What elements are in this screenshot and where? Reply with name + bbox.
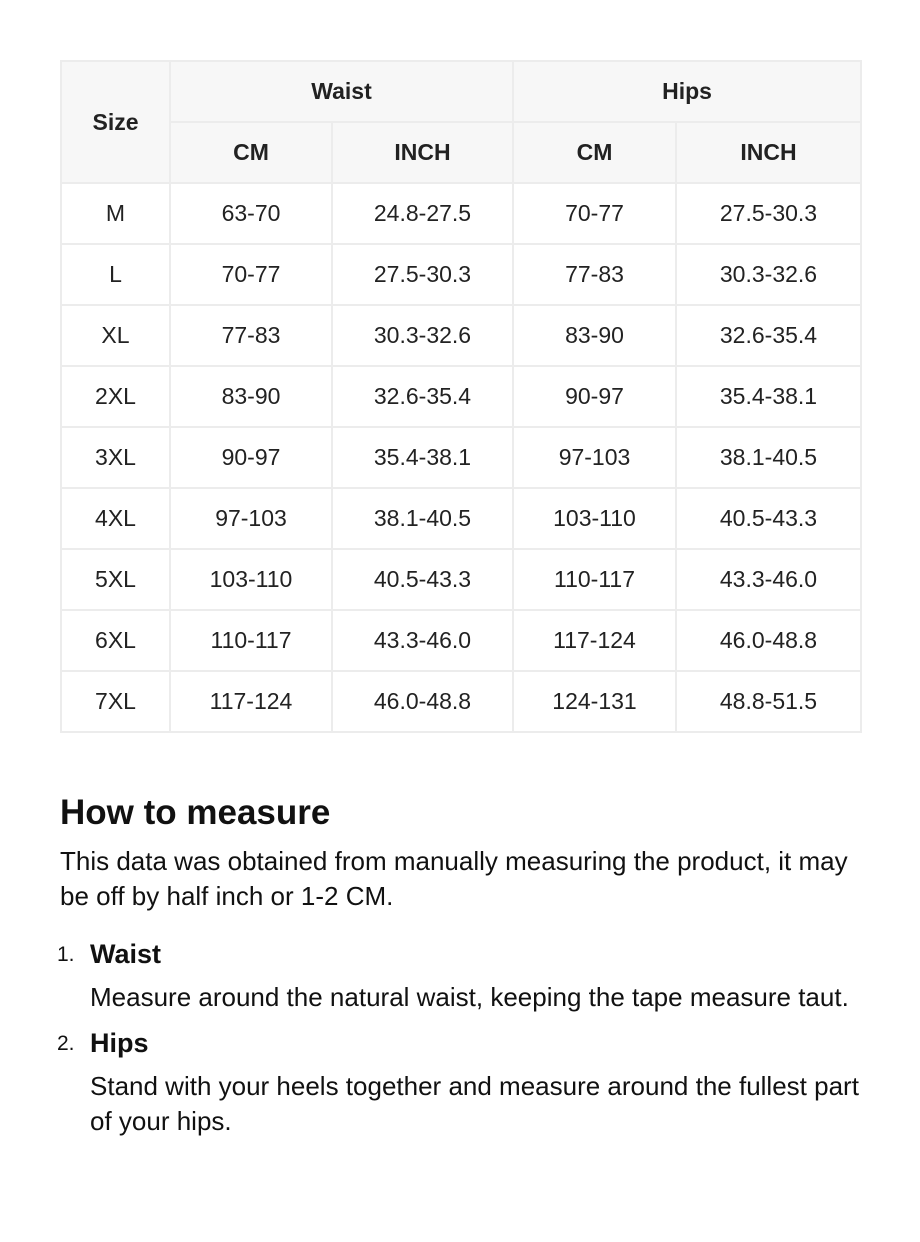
table-row [61, 427, 861, 488]
table-row [61, 549, 861, 610]
size-cell: 5XL [61, 549, 170, 610]
size-cell: 3XL [61, 427, 170, 488]
waist-inch-cell: 24.8-27.5 [332, 183, 513, 244]
table-row [61, 244, 861, 305]
size-cell: 6XL [61, 610, 170, 671]
size-cell: 2XL [61, 366, 170, 427]
table-row [61, 671, 861, 732]
hips-cm-cell: 97-103 [513, 427, 676, 488]
step-description: Stand with your heels together and measure around the fullest part of your hips. [90, 1071, 859, 1136]
waist-inch-cell: 35.4-38.1 [332, 427, 513, 488]
hips-group-header: Hips [513, 61, 861, 122]
hips-cm-cell: 103-110 [513, 488, 676, 549]
waist-inch-cell: 40.5-43.3 [332, 549, 513, 610]
step-description: Measure around the natural waist, keeping the tape measure taut. [90, 982, 849, 1012]
step-number: 1. [57, 943, 75, 966]
header-row-units [61, 122, 861, 183]
waist-inch-cell: 43.3-46.0 [332, 610, 513, 671]
hips-inch-cell: 38.1-40.5 [676, 427, 861, 488]
waist-group-header: Waist [170, 61, 513, 122]
waist-cm-cell: 70-77 [170, 244, 332, 305]
waist-cm-cell: 63-70 [170, 183, 332, 244]
size-cell: 7XL [61, 671, 170, 732]
waist-cm-header: CM [170, 122, 332, 183]
hips-inch-cell: 40.5-43.3 [676, 488, 861, 549]
header-row-groups [61, 61, 861, 122]
hips-inch-cell: 43.3-46.0 [676, 549, 861, 610]
waist-cm-cell: 97-103 [170, 488, 332, 549]
hips-cm-cell: 77-83 [513, 244, 676, 305]
measure-steps-list [57, 936, 860, 1139]
table-row [61, 488, 861, 549]
hips-inch-cell: 35.4-38.1 [676, 366, 861, 427]
hips-cm-cell: 124-131 [513, 671, 676, 732]
measure-intro-text: This data was obtained from manually measuring the product, it may be off by half inch or 1-2 CM. [60, 846, 848, 911]
waist-cm-cell: 77-83 [170, 305, 332, 366]
size-cell: M [61, 183, 170, 244]
table-body [61, 183, 861, 732]
hips-inch-header: INCH [676, 122, 861, 183]
waist-inch-header: INCH [332, 122, 513, 183]
waist-inch-cell: 32.6-35.4 [332, 366, 513, 427]
size-column-header: Size [61, 61, 170, 183]
step-title: Waist [90, 939, 162, 969]
size-cell: 4XL [61, 488, 170, 549]
hips-cm-cell: 90-97 [513, 366, 676, 427]
how-to-measure-heading: How to measure [60, 793, 331, 832]
measure-step-waist [57, 936, 860, 1015]
size-cell: XL [61, 305, 170, 366]
waist-inch-cell: 30.3-32.6 [332, 305, 513, 366]
hips-cm-cell: 83-90 [513, 305, 676, 366]
size-cell: L [61, 244, 170, 305]
waist-cm-cell: 90-97 [170, 427, 332, 488]
table-header [61, 61, 861, 183]
table-row [61, 366, 861, 427]
hips-inch-cell: 48.8-51.5 [676, 671, 861, 732]
hips-cm-cell: 117-124 [513, 610, 676, 671]
how-to-measure-section [57, 790, 860, 1149]
waist-cm-cell: 83-90 [170, 366, 332, 427]
table-row [61, 183, 861, 244]
hips-inch-cell: 32.6-35.4 [676, 305, 861, 366]
waist-cm-cell: 110-117 [170, 610, 332, 671]
waist-inch-cell: 38.1-40.5 [332, 488, 513, 549]
table-row [61, 305, 861, 366]
table-row [61, 610, 861, 671]
hips-cm-cell: 70-77 [513, 183, 676, 244]
waist-inch-cell: 46.0-48.8 [332, 671, 513, 732]
waist-inch-cell: 27.5-30.3 [332, 244, 513, 305]
step-number: 2. [57, 1032, 75, 1055]
hips-cm-cell: 110-117 [513, 549, 676, 610]
hips-inch-cell: 27.5-30.3 [676, 183, 861, 244]
hips-inch-cell: 46.0-48.8 [676, 610, 861, 671]
hips-inch-cell: 30.3-32.6 [676, 244, 861, 305]
waist-cm-cell: 117-124 [170, 671, 332, 732]
measure-step-hips [57, 1025, 860, 1139]
size-chart-table [60, 60, 862, 733]
hips-cm-header: CM [513, 122, 676, 183]
step-title: Hips [90, 1028, 149, 1058]
waist-cm-cell: 103-110 [170, 549, 332, 610]
